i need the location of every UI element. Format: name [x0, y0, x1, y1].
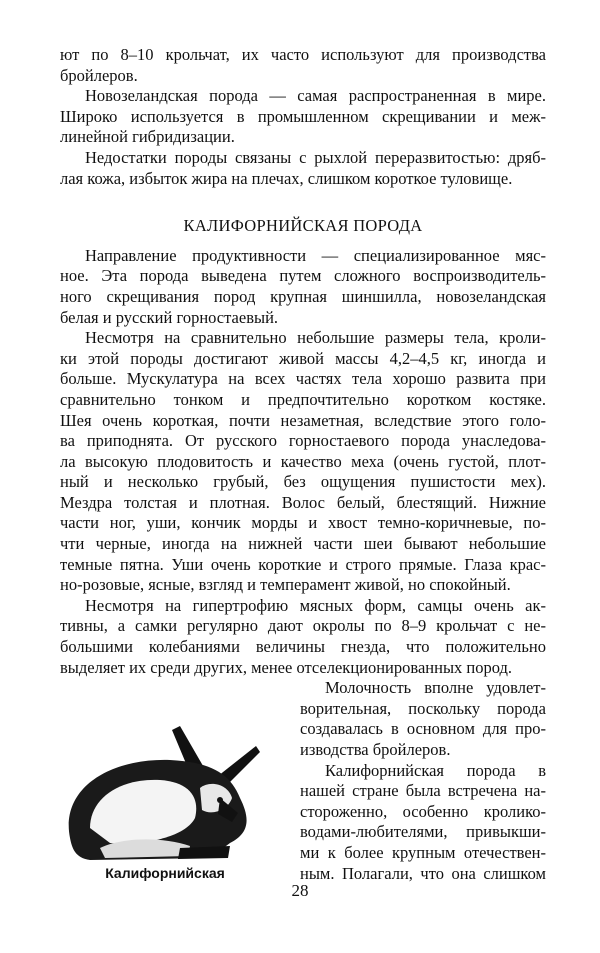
text-line: ла высокую плодовитость и качество меха (очень густой, плот-: [60, 451, 546, 471]
text-block-californian: [60, 246, 546, 678]
text-line: Несмотря на гипертрофию мясных форм, самцы очень ак-: [85, 595, 546, 615]
text-line: нашей стране была встречена на-: [300, 781, 546, 801]
text-line: изводства бройлеров.: [300, 740, 451, 759]
text-line: бройлеров.: [60, 65, 138, 85]
text-line: ный и несколько грубый, без ощущения пушистости мех).: [60, 472, 546, 492]
text-line: выделяет их среди других, менее отселекционированных пород.: [60, 657, 513, 677]
text-line: Молочность вполне удовлет-: [325, 678, 546, 698]
text-line: стороженно, особенно кролико-: [300, 801, 546, 821]
text-line: чти черные, иногда на нижней части шеи бывают небольшие: [60, 534, 546, 554]
text-line: Несмотря на сравнительно небольшие размеры тела, кроли-: [85, 328, 546, 348]
text-line: Направление продуктивности — специализированное мяс-: [85, 245, 546, 265]
text-line: ным. Полагали, что она слишком: [300, 863, 546, 883]
text-line: большими колебаниями величины гнезда, что положительно: [60, 637, 546, 657]
text-line: части ног, уши, кончик морды и хвост темно-коричневые, по-: [60, 513, 546, 533]
text-line: ки этой породы достигают живой массы 4,2–4,5 кг, иногда и: [60, 348, 546, 368]
text-line: но-розовые, ясные, взгляд и темперамент живой, но спокойный.: [60, 575, 511, 595]
text-line: ми к более крупным отечествен-: [300, 842, 546, 862]
text-line: Новозеландская порода — самая распространенная в мире.: [85, 86, 546, 106]
text-line: линейной гибридизации.: [60, 127, 235, 147]
text-line: создавалась в основном для про-: [300, 719, 546, 739]
text-line: ворительная, поскольку порода: [300, 698, 546, 718]
section-heading: КАЛИФОРНИЙСКАЯ ПОРОДА: [183, 216, 423, 236]
page-number: 28: [291, 881, 309, 900]
text-line: Шея очень короткая, почти незаметная, вследствие этого голо-: [60, 410, 546, 430]
rabbit-illustration: [60, 718, 280, 868]
text-line: ва приподнята. От русского горностаевого порода унаследова-: [60, 431, 546, 451]
text-line: Недостатки породы связаны с рыхлой переразвитостью: дряб-: [85, 147, 546, 167]
text-line: ное. Эта порода выведена путем сложного воспроизводитель-: [60, 266, 546, 286]
text-line: Широко используется в промышленном скрещивании и меж-: [60, 106, 546, 126]
text-line: Калифорнийская порода в: [325, 760, 546, 780]
text-line: тивны, а самки регулярно дают окролы по 8–9 крольчат с не-: [60, 616, 546, 636]
book-page: [60, 45, 546, 884]
text-line: ного скрещивания пород крупная шиншилла, новозеландская: [60, 286, 546, 306]
text-line: водами-любителями, привыкши-: [300, 822, 546, 842]
text-line: Мездра толстая и плотная. Волос белый, блестящий. Нижние: [60, 492, 546, 512]
text-line: темные пятна. Уши очень короткие и строго прямые. Глаза крас-: [60, 554, 546, 574]
right-column-text: [300, 678, 546, 884]
text-block-newzealand: [60, 45, 546, 189]
text-line: белая и русский горностаевый.: [60, 307, 279, 327]
figure-caption: Калифорнийская: [105, 865, 225, 882]
text-line: сравнительно тонком и предпочтительно коротком костяке.: [60, 389, 546, 409]
text-line: ют по 8–10 крольчат, их часто используют для производства: [60, 45, 546, 64]
text-line: лая кожа, избыток жира на плечах, слишком короткое туловище.: [60, 168, 513, 188]
figure-section: [60, 678, 546, 884]
text-line: больше. Мускулатура на всех частях тела хорошо развита при: [60, 369, 546, 389]
